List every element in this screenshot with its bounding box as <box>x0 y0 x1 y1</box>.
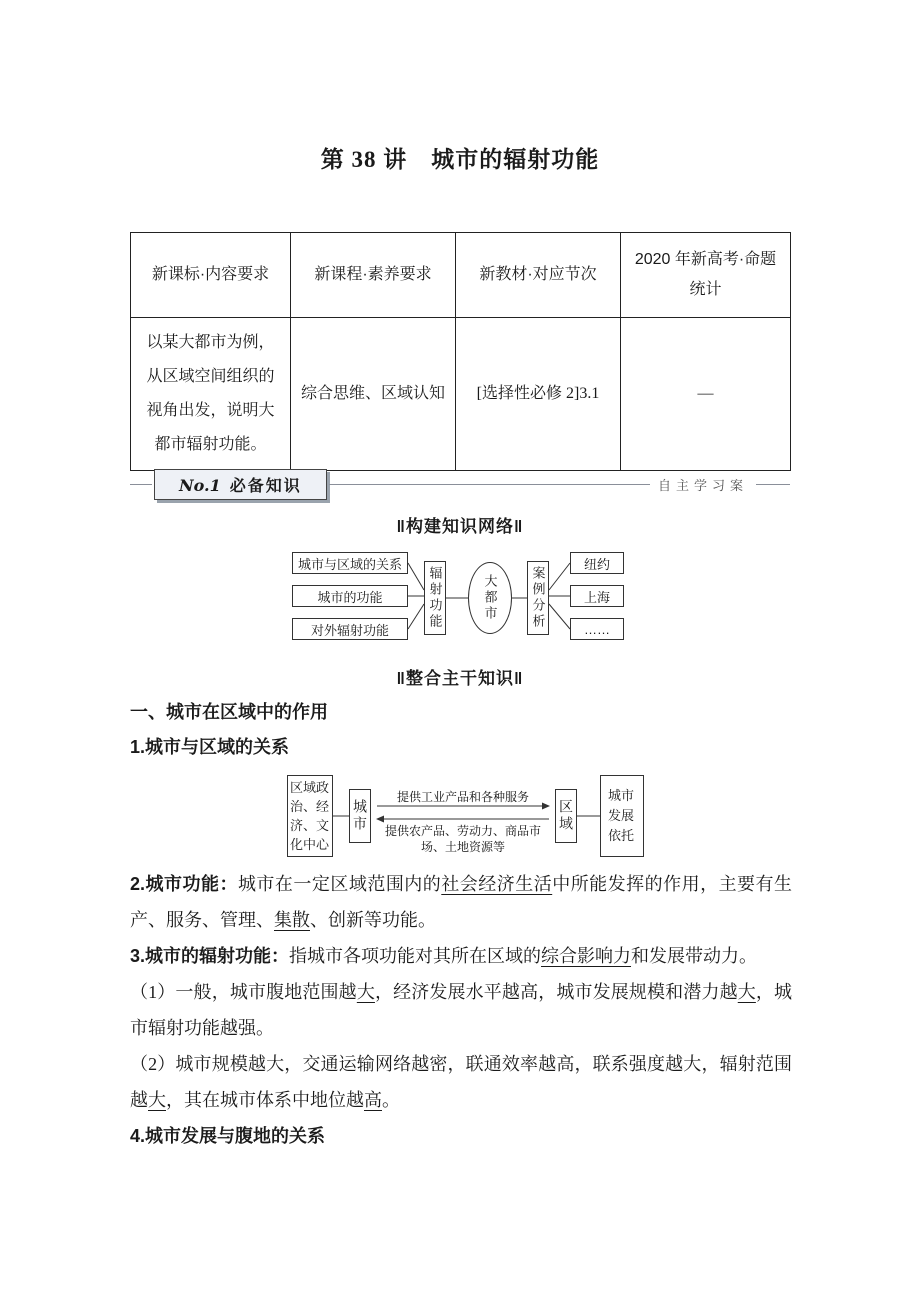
section-badge-title: 必备知识 <box>229 477 302 495</box>
cell-literacy-requirement: 综合思维、区域认知 <box>291 318 456 471</box>
node-regional-center-label: 区域政治、经济、文化中心 <box>290 780 330 852</box>
para-radiation-function: 3.城市的辐射功能：指城市各项功能对其所在区域的综合影响力和发展带动力。 <box>130 946 758 966</box>
section-number: No.1 <box>179 475 221 495</box>
node-city-development-support-label: 城市发展依托 <box>608 788 635 843</box>
table-header-content-requirement: 新课标·内容要求 <box>131 233 291 318</box>
divider-line-right <box>756 484 790 485</box>
node-city-development-support <box>600 775 644 857</box>
section-badge <box>154 469 327 500</box>
node-region: 区域 <box>555 789 577 843</box>
para-hinterland-heading: 4.城市发展与腹地的关系 <box>130 1126 326 1146</box>
node-ellipsis: …… <box>570 618 624 640</box>
cell-exam-stats: — <box>621 318 791 471</box>
table-header-exam-stats: 2020 年新高考·命题统计 <box>621 233 791 318</box>
table-header-textbook-section: 新教材·对应节次 <box>456 233 621 318</box>
heading-city-role-in-region: 一、城市在区域中的作用 <box>130 702 328 722</box>
node-city-region-relation: 城市与区域的关系 <box>292 552 408 574</box>
node-regional-center <box>287 775 333 857</box>
table-header-literacy-requirement: 新课程·素养要求 <box>291 233 456 318</box>
node-outward-radiation: 对外辐射功能 <box>292 618 408 640</box>
heading-build-knowledge-network: ‖构建知识网络‖ <box>396 517 524 536</box>
arrow-label-industrial-products: 提供工业产品和各种服务 <box>396 790 529 804</box>
divider-line-middle <box>329 484 650 485</box>
table-header-row <box>131 233 791 318</box>
node-city-function: 城市的功能 <box>292 585 408 607</box>
body-text <box>130 866 792 1154</box>
node-city: 城市 <box>349 789 371 843</box>
self-study-label: 自主学习案 <box>657 477 748 493</box>
heading-city-region-relationship: 1.城市与区域的关系 <box>130 737 290 757</box>
node-case-analysis: 案例分析 <box>527 561 549 635</box>
arrow-label-agricultural-products: 提供农产品、劳动力、商品市场、土地资源等 <box>384 824 541 854</box>
node-shanghai: 上海 <box>570 585 624 607</box>
node-metropolis: 大都市 <box>468 562 512 634</box>
para-city-function: 2.城市功能：城市在一定区域范围内的社会经济生活中所能发挥的作用，主要有生产、服务、管理、集散、创新等功能。 <box>130 874 793 930</box>
table-body <box>131 318 791 471</box>
node-new-york: 纽约 <box>570 552 624 574</box>
para-point1: （1）一般，城市腹地范围越大，经济发展水平越高，城市发展规模和潜力越大，城市辐射功能越强。 <box>130 982 793 1038</box>
city-region-relation-diagram <box>130 772 790 866</box>
heading-integrate-main-knowledge: ‖整合主干知识‖ <box>396 669 524 688</box>
cell-textbook-section: [选择性必修 2]3.1 <box>456 318 621 471</box>
divider-line-left <box>130 484 152 485</box>
knowledge-network-diagram <box>130 546 790 650</box>
section-banner <box>130 468 790 500</box>
connector-lines <box>130 546 790 650</box>
table-row <box>131 318 791 471</box>
requirements-table <box>130 232 791 471</box>
page-title: 第 38 讲 城市的辐射功能 <box>320 147 600 172</box>
node-radiation-hub: 辐射功能 <box>424 561 446 635</box>
cell-content-requirement: 以某大都市为例，从区域空间组织的视角出发，说明大都市辐射功能。 <box>131 318 291 471</box>
para-point2: （2）城市规模越大，交通运输网络越密，联通效率越高，联系强度越大，辐射范围越大，其在城市体系中地位越高。 <box>130 1054 792 1110</box>
